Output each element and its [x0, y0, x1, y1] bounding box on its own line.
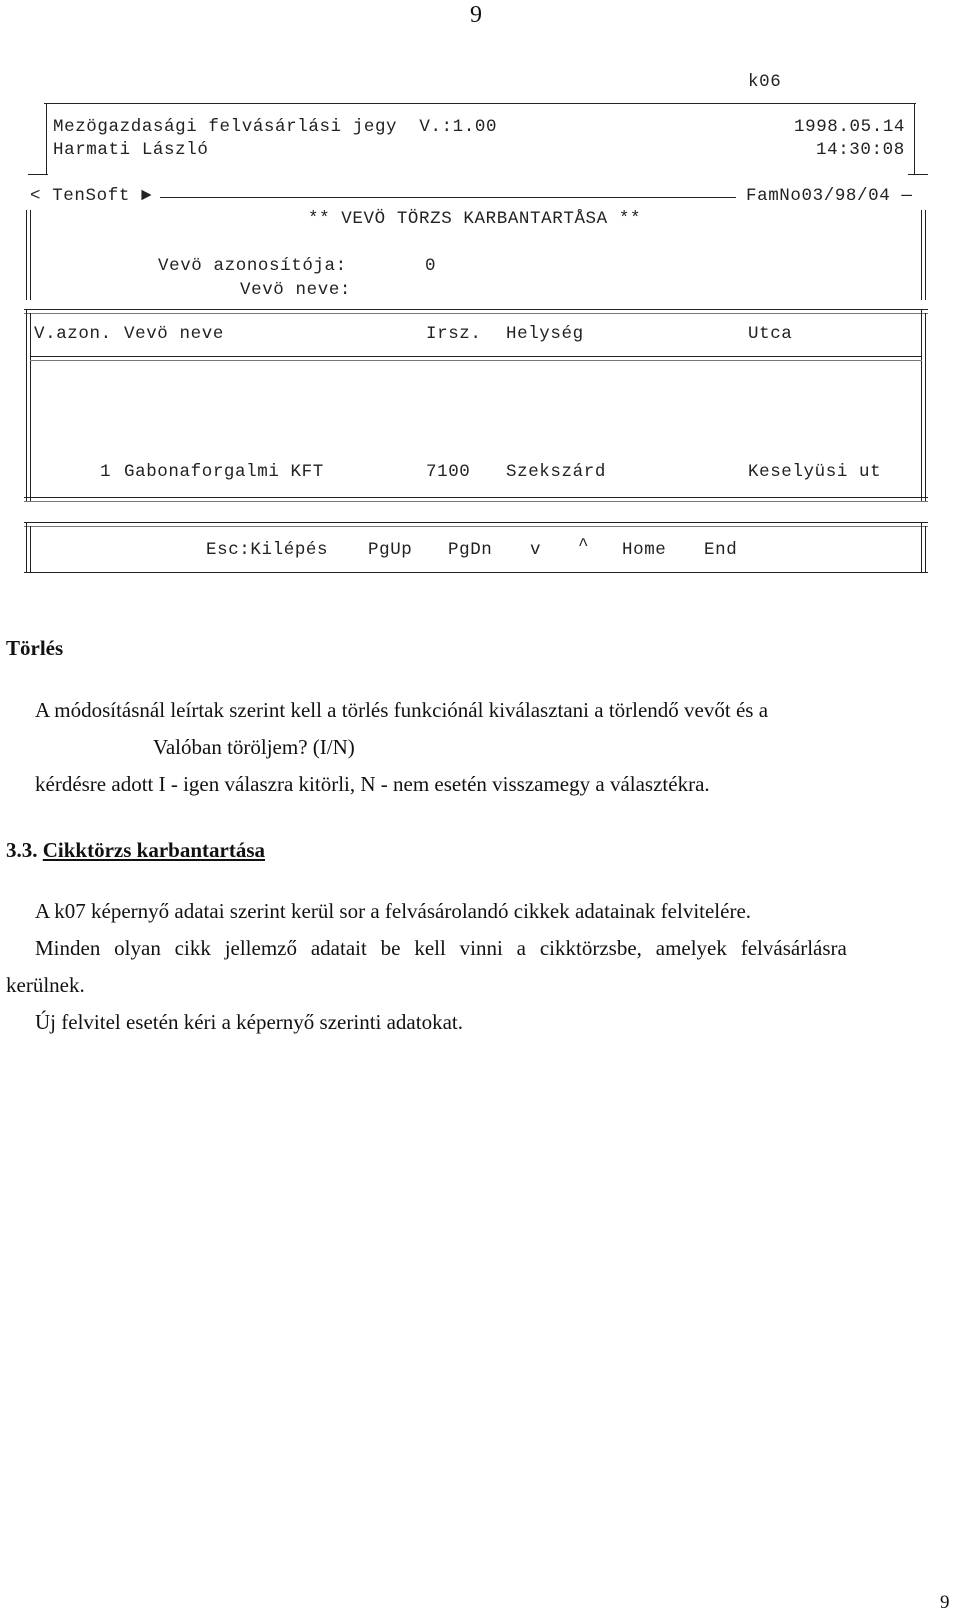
page-number-bottom: 9	[940, 1592, 950, 1613]
section-title: Cikktörzs karbantartása	[42, 838, 266, 862]
col-header-street: Utca	[748, 324, 793, 344]
vendor-right: FamNo03/98/04 —	[746, 186, 913, 206]
keybar-top-a	[24, 522, 928, 523]
cikk-paragraph-2-cont: kerülnek.	[6, 973, 85, 997]
field-id-value[interactable]: 0	[425, 256, 437, 276]
header-tick-right	[908, 174, 928, 175]
cikk-paragraph-2: Minden olyan cikk jellemző adatait be kell vinni a cikktörzsbe, amelyek felvásárlásra	[35, 936, 847, 960]
table-right-b	[925, 313, 926, 501]
key-pgup[interactable]: PgUp	[368, 540, 413, 560]
app-title: Mezögazdasági felvásárlási jegy V.:1.00	[53, 117, 498, 137]
cell-zip: 7100	[426, 462, 471, 482]
screen-time: 14:30:08	[816, 140, 905, 160]
table-top-border-a	[24, 309, 928, 310]
cell-street: Keselyüsi ut	[748, 462, 882, 482]
keybar-right-a	[921, 522, 922, 572]
key-pgdn[interactable]: PgDn	[448, 540, 493, 560]
header-right-border	[914, 104, 915, 174]
cikk-paragraph-3: Új felvitel esetén kéri a képernyő szerinti adatokat.	[35, 1010, 463, 1034]
cell-city: Szekszárd	[506, 462, 606, 482]
table-bottom-a	[24, 497, 928, 498]
torles-heading: Törlés	[6, 636, 64, 660]
screen-code: k06	[748, 72, 782, 92]
keybar-left-b	[30, 526, 31, 572]
table-left-b	[30, 313, 31, 501]
cell-name: Gabonaforgalmi KFT	[124, 462, 324, 482]
header-left-border	[46, 104, 47, 174]
vendor-rule	[160, 197, 736, 198]
table-left-a	[26, 309, 27, 501]
key-end[interactable]: End	[704, 540, 738, 560]
header-tick-left	[28, 174, 48, 175]
table-right-a	[921, 309, 922, 501]
keybar-top-b	[24, 526, 928, 527]
keybar-bottom	[24, 572, 928, 573]
user-name: Harmati László	[53, 140, 209, 160]
torles-paragraph-1: A módosításnál leírtak szerint kell a törlés funkciónál kiválasztani a törlendő vevőt és a	[35, 698, 769, 722]
header-top-border	[44, 103, 916, 104]
col-header-id: V.azon.	[34, 324, 112, 344]
table-bottom-b	[24, 501, 928, 502]
key-esc[interactable]: Esc:Kilépés	[206, 540, 329, 560]
cell-id: 1	[100, 462, 112, 482]
col-header-city: Helység	[506, 324, 584, 344]
key-home[interactable]: Home	[622, 540, 667, 560]
section-number: 3.3.	[6, 838, 38, 862]
keybar-left-a	[26, 522, 27, 572]
key-down[interactable]: v	[530, 540, 542, 560]
border-left-a	[26, 210, 27, 300]
page-number-top: 9	[470, 2, 482, 28]
border-right-b	[925, 210, 926, 300]
cikk-paragraph-1: A k07 képernyő adatai szerint kerül sor a felvásárolandó cikkek adatainak felvitelére.	[35, 899, 752, 923]
border-right-a	[921, 210, 922, 300]
torles-prompt-text: Valóban töröljem? (I/N)	[153, 735, 355, 759]
screen-title: ** VEVÖ TÖRZS KARBANTARTÅSA **	[308, 209, 642, 229]
table-top-border-b	[24, 313, 928, 314]
keybar-right-b	[925, 526, 926, 572]
header-sep-a	[30, 356, 922, 357]
torles-paragraph-2: kérdésre adott I - igen válaszra kitörli, N - nem esetén visszamegy a választékra.	[35, 772, 710, 796]
col-header-zip: Irsz.	[426, 324, 482, 344]
vendor-left: < TenSoft ►	[30, 186, 153, 206]
section-heading-3-3	[6, 838, 265, 863]
col-header-name: Vevö neve	[124, 324, 224, 344]
field-name-label: Vevö neve:	[240, 280, 352, 300]
key-up[interactable]: ^	[578, 536, 590, 556]
header-sep-b	[30, 360, 922, 361]
field-id-label: Vevö azonosítója:	[158, 256, 347, 276]
screen-date: 1998.05.14	[794, 117, 906, 137]
border-left-b	[30, 210, 31, 300]
